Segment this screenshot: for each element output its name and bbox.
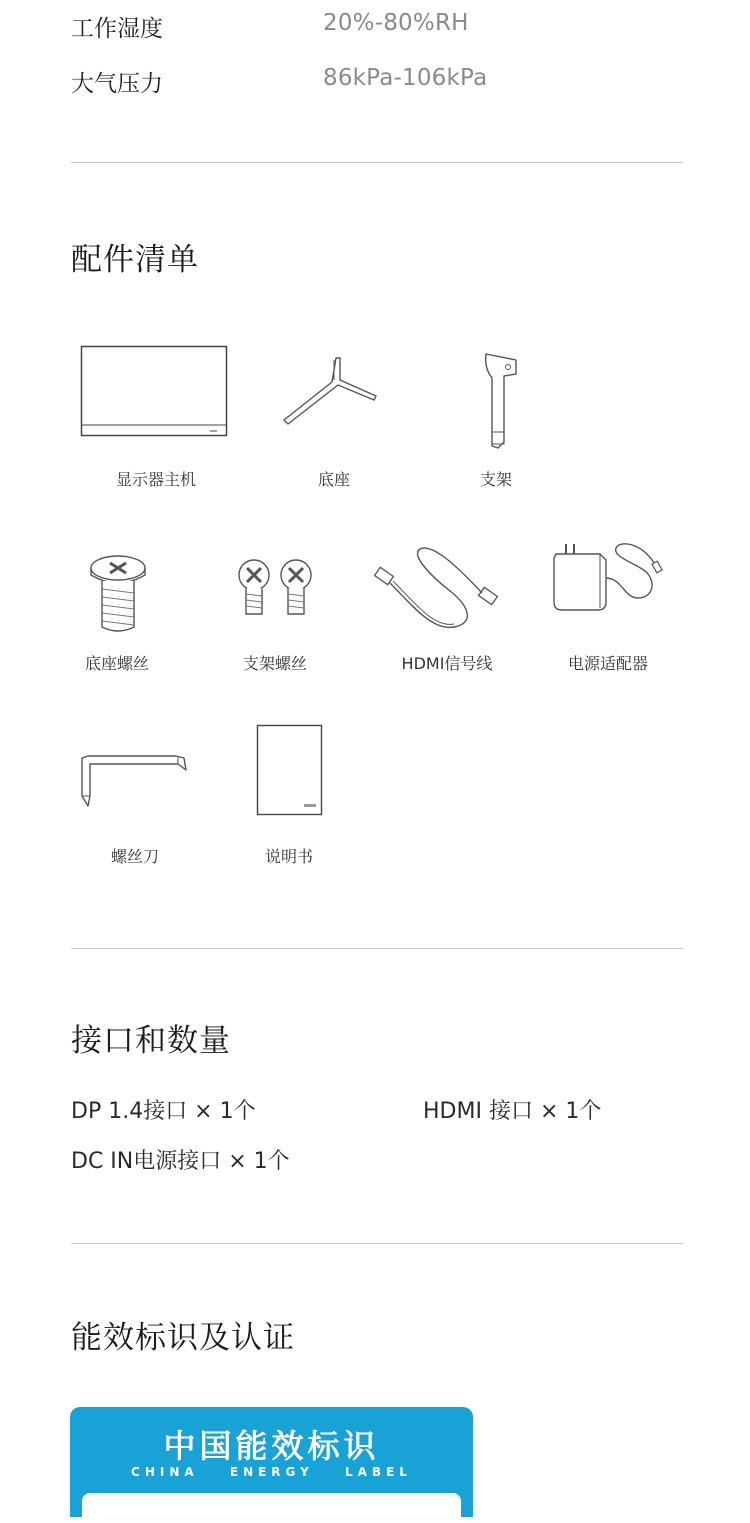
spec-label-humidity: 工作湿度 (71, 16, 163, 42)
accessory-label: 说明书 (264, 847, 313, 866)
monitor-icon (80, 345, 230, 440)
accessory-label: 螺丝刀 (110, 847, 159, 866)
accessory-label: 支架 (479, 470, 512, 489)
base-stand-icon (280, 352, 380, 427)
energy-label-panel (82, 1493, 461, 1523)
accessory-label: 底座 (317, 470, 350, 489)
power-adapter-icon (552, 538, 664, 613)
manual-icon (256, 724, 324, 817)
base-screw-icon (88, 553, 148, 635)
energy-label-cn: 中国能效标识 (163, 1427, 380, 1465)
energy-title: 能效标识及认证 (71, 1320, 295, 1356)
ports-title: 接口和数量 (71, 1023, 231, 1059)
bracket-screws-icon (234, 558, 319, 620)
china-energy-label (70, 1407, 473, 1517)
accessories-title: 配件清单 (71, 242, 199, 278)
accessory-label: 显示器主机 (115, 470, 196, 489)
divider (71, 948, 683, 949)
divider (71, 162, 683, 163)
accessory-label: 电源适配器 (567, 654, 648, 673)
port-hdmi: HDMI 接口 × 1个 (423, 1099, 602, 1124)
hdmi-cable-icon (372, 545, 500, 633)
accessory-label: 底座螺丝 (84, 654, 149, 673)
accessory-label: 支架螺丝 (242, 654, 307, 673)
screwdriver-icon (78, 750, 193, 812)
port-dp: DP 1.4接口 × 1个 (71, 1099, 256, 1124)
bracket-icon (470, 350, 530, 455)
port-dc-in: DC IN电源接口 × 1个 (71, 1149, 290, 1174)
energy-label-en: CHINA ENERGY LABEL (131, 1465, 412, 1479)
spec-label-pressure: 大气压力 (71, 71, 163, 97)
divider (71, 1243, 683, 1244)
spec-value-humidity: 20%-80%RH (323, 10, 469, 36)
spec-value-pressure: 86kPa-106kPa (323, 65, 488, 91)
accessory-label: HDMI信号线 (401, 654, 493, 673)
